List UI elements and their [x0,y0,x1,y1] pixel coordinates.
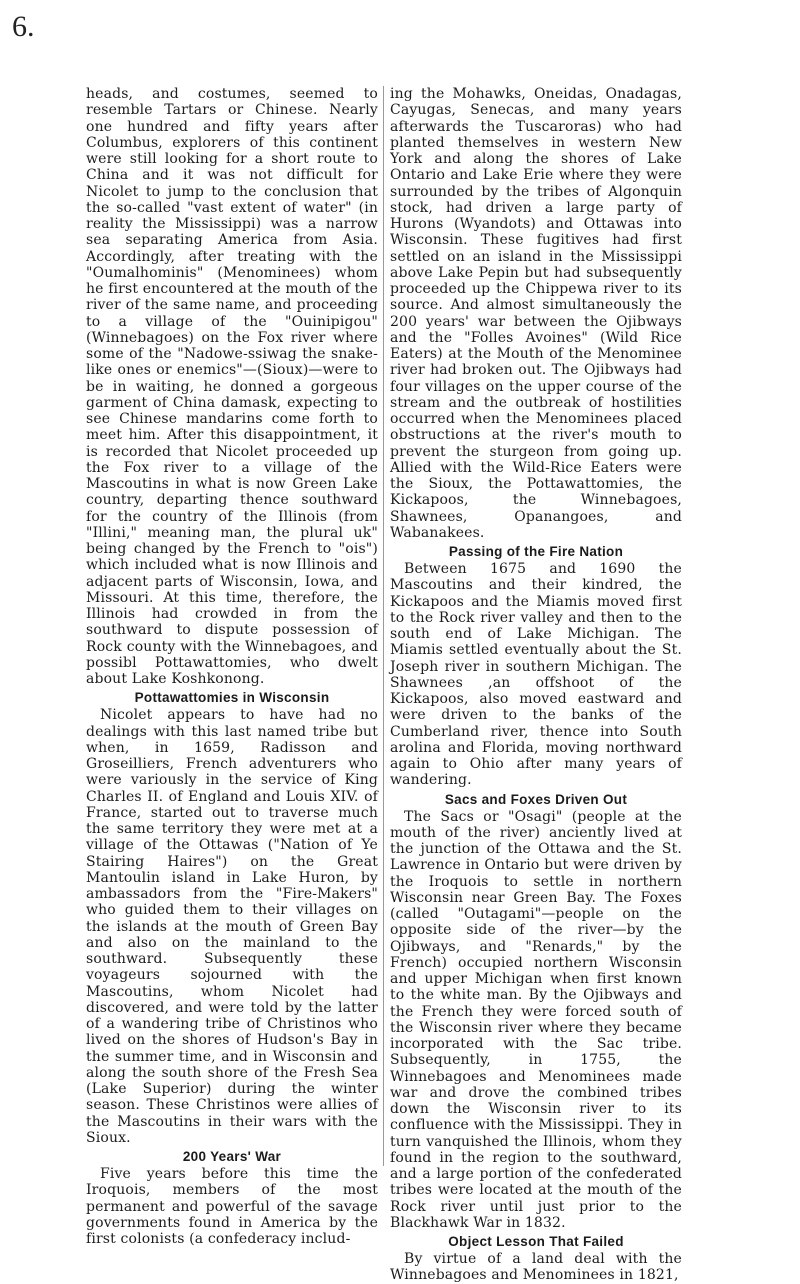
right-column [390,86,682,1284]
left-paragraph-1: heads, and costumes, seemed to resemble Tartars or Chinese. Nearly one hundred and fifty years after Columbus, explorers of this continent were still looking for a short route to China and it was not difficult for Nicolet to jump to the conclusion that the so-called "vast extent of water" (in reality the Mississippi) was a narrow sea separating America from Asia. Accordingly, after treating with the "Oumalhominis" (Menominees) whom he first encountered at the mouth of the river of the same name, and proceeding to a village of the "Ouinipigou" (Winnebagoes) on the Fox river where some of the "Nadowe-ssiwag the snake-like ones or enemics"—(Sioux)—were to be in waiting, he donned a gorgeous garment of China damask, expecting to see Chinese mandarins come forth to meet him. After this disappointment, it is recorded that Nicolet proceeded up the Fox river to a village of the Mascoutins in what is now Green Lake country, departing thence southward for the country of the Illinois (from "Illini," meaning man, the plural uk" being changed by the French to "ois") which included what is now Illinois and adjacent parts of Wisconsin, Iowa, and Missouri. At this time, therefore, the Illinois had crowded in from the southward to dispute possession of Rock county with the Winnebagoes, and possibl Pottawattomies, who dwelt about Lake Koshkonong. [86,86,378,687]
left-paragraph-3: Five years before this time the Iroquois, members of the most permanent and powerful of the savage governments found in America by the first colonists (a confederacy includ- [86,1166,378,1247]
right-paragraph-2: Between 1675 and 1690 the Mascoutins and their kindred, the Kickapoos and the Miamis moved first to the Rock river valley and then to the south end of Lake Michigan. The Miamis settled eventually about the St. Joseph river in southern Michigan. The Shawnees ,an offshoot of the Kickapoos, also moved eastward and were driven to the banks of the Cumberland river, thence into South arolina and Florida, moving northward again to Ohio after many years of wandering. [390,561,682,789]
page-number: 6. [12,10,35,43]
heading-passing-of-the-fire-nation: Passing of the Fire Nation [448,544,624,559]
heading-sacs-and-foxes-driven-out: Sacs and Foxes Driven Out [444,791,628,807]
right-paragraph-3: The Sacs or "Osagi" (people at the mouth of the river) anciently lived at the junction of the Ottawa and the St. Lawrence in Ontario but were driven by the Iroquois to settle in northern Wisconsin near Green Bay. The Foxes (called "Outagami"—people on the opposite side of the river—by the Ojibways, and "Renards," by the French) occupied northern Wisconsin and upper Michigan when first known to the white man. By the Ojibways and the French they were forced south of the Wisconsin river where they became incorporated with the Sac tribe. Subsequently, in 1755, the Winnebagoes and Menominees made war and drove the combined tribes down the Wisconsin river to its confluence with the Mississippi. They in turn vanquished the Illinois, whom they found in the region to the southward, and a large portion of the confederated tribes were located at the mouth of the Rock river until just prior to the Blackhawk War in 1832. [390,808,682,1231]
heading-pottawattomies-in-wisconsin: Pottawattomies in Wisconsin [134,690,330,706]
right-paragraph-1: ing the Mohawks, Oneidas, Onadagas, Cayugas, Senecas, and many years afterwards the Tuscaroras) who had planted themselves in western New York and along the shores of Lake Ontario and Lake Erie where they were surrounded by the tribes of Algonquin stock, had driven a large party of Hurons (Wyandots) and Ottawas into Wisconsin. These fugitives had first settled on an island in the Mississippi above Lake Pepin but had subsequently proceeded up the Chippewa river to its source. And almost simultaneously the 200 years' war between the Ojibways and the "Folles Avoines" (Wild Rice Eaters) at the Mouth of the Menominee river had broken out. The Ojibways had four villages on the upper course of the stream and the outbreak of hostilities occurred when the Menominees placed obstructions at the river's mouth to prevent the sturgeon from going up. Allied with the Wild-Rice Eaters were the Sioux, the Pottawattomies, the Kickapoos, the Winnebagoes, Shawnees, Opanangoes, and Wabanakees. [390,86,682,541]
right-paragraph-4: By virtue of a land deal with the Winnebagoes and Menominees in 1821, [390,1251,682,1284]
left-paragraph-2: Nicolet appears to have had no dealings with this last named tribe but when, in 1659, Radisson and Groseilliers, French adventurers who were variously in the service of King Charles II. of England and Louis XIV. of France, started out to traverse much the same territory they were met at a village of the Ottawas ("Nation of Ye Stairing Haires") on the Great Mantoulin island in Lake Huron, by ambassadors from the "Fire-Makers" who guided them to their villages on the islands at the mouth of Green Bay and also on the mainland to the southward. Subsequently these voyageurs sojourned with the Mascoutins, whom Nicolet had discovered, and were told by the latter of a wandering tribe of Christinos who lived on the shores of Hudson's Bay in the summer time, and in Wisconsin and along the south shore of the Fresh Sea (Lake Superior) during the winter season. These Christinos were allies of the Mascoutins in their wars with the Sioux. [86,707,378,1146]
heading-object-lesson-that-failed: Object Lesson That Failed [448,1234,624,1249]
left-column [86,86,378,1247]
heading-200-years-war: 200 Years' War [182,1149,282,1164]
column-divider [383,86,384,1166]
